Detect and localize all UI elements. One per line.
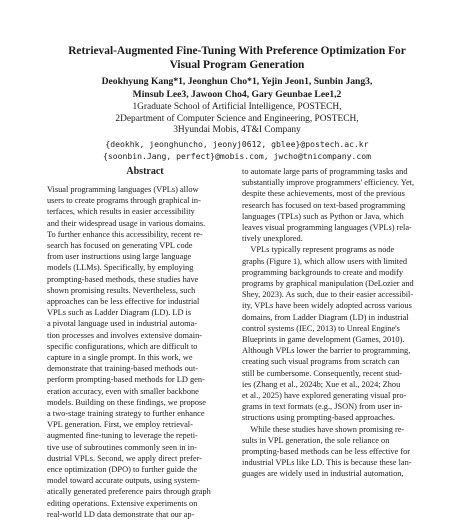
intro-line: et al., 2025) have explored generating visual pro- xyxy=(242,391,407,401)
intro-line: programming backgrounds to create and modify xyxy=(242,267,404,277)
paper-title xyxy=(40,44,434,72)
abstract-line: search has focused on generating VPL code xyxy=(47,241,193,251)
abstract-line: model toward accurate outputs, using system- xyxy=(47,476,200,486)
author-line: Minsub Lee3, Jawoon Cho4, Gary Geunbae Lee1,2 xyxy=(132,88,342,100)
abstract-line: shown promising results. Nevertheless, such xyxy=(47,285,196,295)
intro-line: While these studies have shown promising re- xyxy=(242,424,405,434)
abstract-line: ence optimization (DPO) to further guide the xyxy=(47,465,198,475)
email-line: {deokhk, jeonghuncho, jeonyj0612, gblee}@postech.ac.kr xyxy=(105,139,369,149)
abstract-line: terfaces, which results in easier accessibility xyxy=(47,207,195,217)
abstract-body xyxy=(47,184,243,520)
email-line: {soonbin.Jang, perfect}@mobis.com, jwcho@tnicompany.com xyxy=(102,150,371,161)
intro-line: leaves visual programming languages (VPLs) rela- xyxy=(242,223,412,233)
intro-line: graphs (Figure 1), which allow users with limited xyxy=(242,256,407,266)
intro-line: guages are widely used in industrial automation, xyxy=(242,469,404,479)
abstract-line: Visual programming languages (VPLs) allow xyxy=(47,185,199,194)
abstract-line: VPL generation. First, we employ retrieval- xyxy=(47,420,193,430)
intro-paragraph xyxy=(242,424,438,480)
intro-column xyxy=(242,166,438,480)
abstract-line: capture in a single prompt. In this work, we xyxy=(47,353,193,363)
abstract-line: atically generated preference pairs through graph xyxy=(47,487,211,497)
title-line: Visual Program Generation xyxy=(169,59,305,71)
abstract-line: approaches can be less effective for industrial xyxy=(47,297,200,307)
abstract-line: perform prompting-based methods for LD gen- xyxy=(47,375,205,385)
title-line: Retrieval-Augmented Fine-Tuning With Preference Optimization For xyxy=(68,45,406,57)
abstract-line: models (LLMs). Specifically, by employing xyxy=(47,263,194,273)
abstract-line: prompting-based methods, these studies have xyxy=(47,274,199,284)
intro-line: tively unexplored. xyxy=(242,234,303,244)
abstract-line: specific configurations, which are difficult to xyxy=(47,341,198,351)
affiliation-list xyxy=(60,102,414,137)
intro-line: Although VPLs lower the barrier to programming, xyxy=(242,346,411,356)
abstract-line: tion processes and involves extensive domain- xyxy=(47,330,203,340)
intro-line: industrial VPLs like LD. This is because these lan- xyxy=(242,458,412,468)
intro-line: still be cumbersome. Consequently, recent stud- xyxy=(242,368,403,378)
abstract-line: real-world LD data demonstrate that our ap- xyxy=(47,509,195,519)
abstract-line: eration accuracy, even with smaller backbone xyxy=(47,386,199,396)
intro-paragraph xyxy=(242,244,438,423)
abstract-line: from user instructions using large language xyxy=(47,252,192,262)
abstract-line: a two-stage training strategy to further enhance xyxy=(47,409,205,419)
intro-line: creating such visual programs from scratch can xyxy=(242,357,400,367)
intro-line: Shey, 2023). As such, due to their easier accessibil- xyxy=(242,290,414,300)
abstract-line: models. Building on these findings, we propose xyxy=(47,397,206,407)
affiliation-line: 2Department of Computer Science and Engineering, POSTECH, xyxy=(115,113,359,124)
abstract-line: dustrial VPLs. Second, we apply direct prefer- xyxy=(47,453,202,463)
intro-line: languages (TPLs) such as Python or Java, which xyxy=(242,211,404,221)
intro-line: research has focused on text-based programming xyxy=(242,200,406,210)
email-list xyxy=(60,139,414,162)
abstract-line: demonstrate that training-based methods out- xyxy=(47,364,199,374)
intro-line: VPLs typically represent programs as node xyxy=(242,245,395,255)
abstract-line: and their widespread usage in various domains. xyxy=(47,218,206,228)
abstract-line: augmented fine-tuning to leverage the repeti- xyxy=(47,431,198,441)
author-list xyxy=(60,76,414,101)
affiliation-line: 3Hyundai Mobis, 4T&I Company xyxy=(173,125,301,136)
intro-line: structions using prompting-based approaches. xyxy=(242,413,395,423)
intro-line: grams in text formats (e.g., JSON) from user in- xyxy=(242,402,403,412)
intro-line: programs by graphical manipulation (DeLozier and xyxy=(242,279,414,289)
abstract-line: a pivotal language used in industrial automa- xyxy=(47,319,198,329)
author-line: Deokhyung Kang*1, Jeonghun Cho*1, Yejin Jeon1, Sunbin Jang3, xyxy=(101,76,373,87)
intro-line: ies (Zhang et al., 2024b; Xue et al., 2024; Zhou xyxy=(242,379,401,389)
abstract-heading: Abstract xyxy=(126,166,164,177)
abstract-line: users to create programs through graphical in- xyxy=(47,196,201,206)
affiliation-line: 1Graduate School of Artificial Intelligence, POSTECH, xyxy=(132,102,342,112)
intro-line: Blueprints in game development (Games, 2010). xyxy=(242,335,405,345)
abstract-line: To further enhance this accessibility, recent re- xyxy=(47,229,203,239)
intro-line: control systems (IEC, 2013) to Unreal Engine's xyxy=(242,323,400,333)
intro-line: ity, VPLs have been widely adopted across various xyxy=(242,301,412,311)
abstract-line: tive use of subroutines commonly seen in in- xyxy=(47,442,197,452)
abstract-line: VPLs such as Ladder Diagram (LD). LD is xyxy=(47,308,192,318)
intro-line: sults in VPL generation, the sole reliance on xyxy=(242,435,390,445)
intro-line: despite these achievements, most of the previous xyxy=(242,189,405,199)
intro-line: to automate large parts of programming tasks and xyxy=(242,167,408,176)
abstract-line: editing operations. Extensive experiments on xyxy=(47,498,198,508)
intro-line: domains, from Ladder Diagram (LD) in industrial xyxy=(242,312,409,322)
intro-line: prompting-based methods can be less effective for xyxy=(242,447,411,457)
intro-line: substantially improve programmers' efficiency. Yet, xyxy=(242,178,415,188)
intro-paragraph xyxy=(242,166,438,244)
